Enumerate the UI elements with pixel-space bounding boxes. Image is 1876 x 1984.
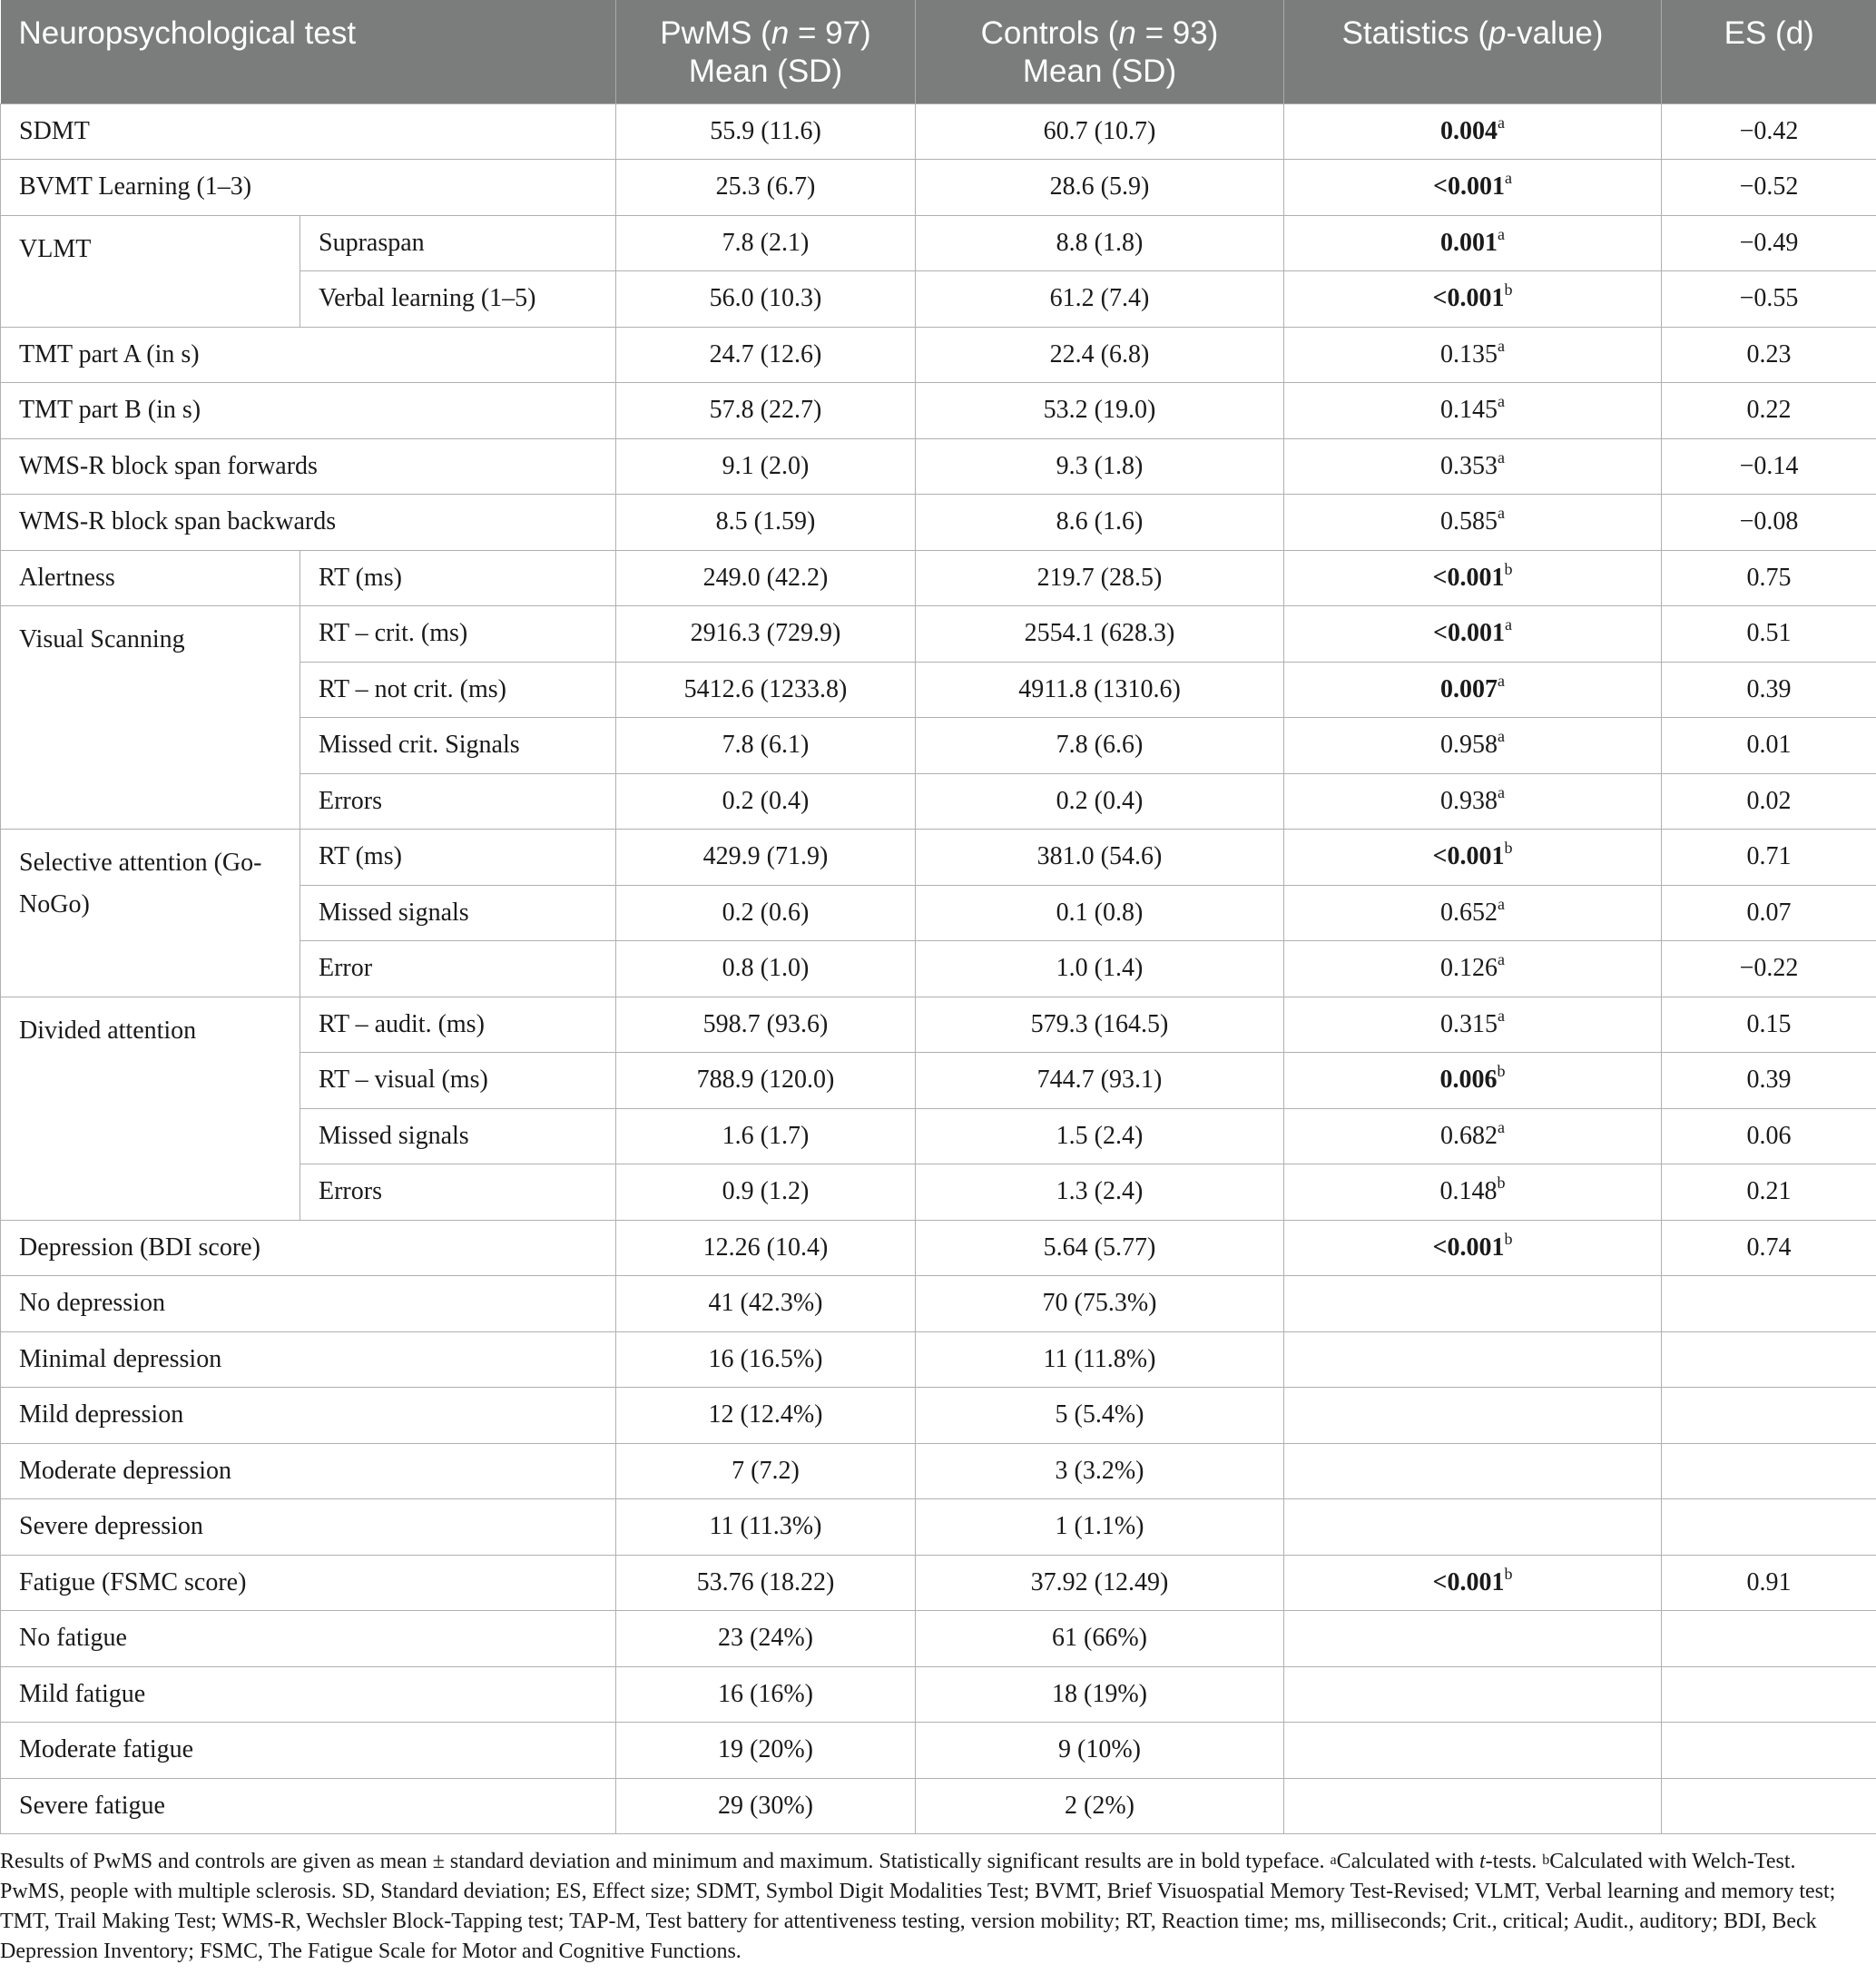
- header-controls: Controls (n = 93) Mean (SD): [916, 0, 1284, 103]
- cell-p-value: [1284, 271, 1662, 328]
- cell-p-value: [1284, 662, 1662, 718]
- cell-effect-size: [1662, 1388, 1876, 1444]
- cell-pwms: 2916.3 (729.9): [616, 606, 916, 663]
- cell-effect-size: [1662, 1499, 1876, 1556]
- test-type-superscript: a: [1498, 950, 1505, 969]
- test-type-superscript: b: [1497, 1062, 1506, 1081]
- cell-p-value: [1284, 1053, 1662, 1109]
- cell-effect-size: 0.02: [1662, 773, 1876, 830]
- cell-controls: 61 (66%): [916, 1611, 1284, 1667]
- cell-effect-size: [1662, 1443, 1876, 1499]
- cell-pwms: 23 (24%): [616, 1611, 916, 1667]
- table-row: [1, 1499, 1876, 1556]
- cell-controls: 9 (10%): [916, 1723, 1284, 1779]
- cell-submeasure: Missed crit. Signals: [300, 718, 616, 774]
- cell-test: Depression (BDI score): [1, 1220, 616, 1276]
- table-row: [1, 1331, 1876, 1388]
- cell-test: Moderate depression: [1, 1443, 616, 1499]
- cell-effect-size: 0.39: [1662, 662, 1876, 718]
- cell-p-value: [1284, 160, 1662, 216]
- p-value-text: 0.315: [1440, 1009, 1498, 1038]
- cell-submeasure: Missed signals: [300, 885, 616, 941]
- cell-controls: 2554.1 (628.3): [916, 606, 1284, 663]
- cell-test: Fatigue (FSMC score): [1, 1555, 616, 1611]
- cell-test: Selective attention (Go-NoGo): [1, 830, 300, 997]
- cell-controls: 1.5 (2.4): [916, 1108, 1284, 1164]
- cell-submeasure: Missed signals: [300, 1108, 616, 1164]
- test-type-superscript: b: [1504, 280, 1513, 300]
- cell-p-value: [1284, 1276, 1662, 1332]
- p-value-text: <0.001: [1433, 172, 1505, 201]
- test-type-superscript: a: [1498, 782, 1505, 801]
- cell-pwms: 41 (42.3%): [616, 1276, 916, 1332]
- cell-effect-size: −0.52: [1662, 160, 1876, 216]
- cell-test: BVMT Learning (1–3): [1, 160, 616, 216]
- cell-p-value: [1284, 1164, 1662, 1221]
- cell-controls: 4911.8 (1310.6): [916, 662, 1284, 718]
- cell-pwms: 12 (12.4%): [616, 1388, 916, 1444]
- cell-effect-size: −0.42: [1662, 103, 1876, 160]
- cell-submeasure: RT (ms): [300, 830, 616, 886]
- header-test: Neuropsychological test: [1, 0, 616, 103]
- cell-controls: 1.3 (2.4): [916, 1164, 1284, 1221]
- p-value-text: <0.001: [1432, 563, 1505, 592]
- cell-effect-size: −0.49: [1662, 215, 1876, 271]
- cell-p-value: [1284, 941, 1662, 997]
- p-value-text: 0.004: [1440, 116, 1498, 145]
- table-row: [1, 383, 1876, 439]
- p-value-text: 0.958: [1440, 731, 1498, 760]
- cell-effect-size: [1662, 1276, 1876, 1332]
- cell-effect-size: 0.91: [1662, 1555, 1876, 1611]
- cell-submeasure: Verbal learning (1–5): [300, 271, 616, 328]
- table-row: [1, 1666, 1876, 1723]
- p-value-text: 0.135: [1440, 339, 1498, 368]
- test-type-superscript: a: [1498, 671, 1505, 690]
- cell-submeasure: Error: [300, 941, 616, 997]
- cell-p-value: [1284, 997, 1662, 1053]
- cell-effect-size: 0.74: [1662, 1220, 1876, 1276]
- table-row: [1, 327, 1876, 383]
- cell-controls: 0.1 (0.8): [916, 885, 1284, 941]
- cell-effect-size: 0.23: [1662, 327, 1876, 383]
- cell-controls: 8.8 (1.8): [916, 215, 1284, 271]
- cell-effect-size: 0.71: [1662, 830, 1876, 886]
- p-value-text: 0.148: [1439, 1177, 1498, 1206]
- cell-submeasure: RT – audit. (ms): [300, 997, 616, 1053]
- cell-effect-size: [1662, 1723, 1876, 1779]
- cell-submeasure: RT – crit. (ms): [300, 606, 616, 663]
- cell-controls: 9.3 (1.8): [916, 438, 1284, 495]
- cell-p-value: [1284, 1388, 1662, 1444]
- cell-controls: 11 (11.8%): [916, 1331, 1284, 1388]
- cell-test: No depression: [1, 1276, 616, 1332]
- table-row: [1, 830, 1876, 886]
- cell-p-value: [1284, 718, 1662, 774]
- p-value-text: <0.001: [1432, 842, 1505, 871]
- cell-test: No fatigue: [1, 1611, 616, 1667]
- p-value-text: 0.126: [1440, 954, 1498, 983]
- test-type-superscript: a: [1498, 727, 1505, 746]
- cell-pwms: 56.0 (10.3): [616, 271, 916, 328]
- cell-test: Minimal depression: [1, 1331, 616, 1388]
- cell-pwms: 16 (16%): [616, 1666, 916, 1723]
- cell-pwms: 788.9 (120.0): [616, 1053, 916, 1109]
- cell-pwms: 53.76 (18.22): [616, 1555, 916, 1611]
- cell-p-value: [1284, 773, 1662, 830]
- cell-pwms: 19 (20%): [616, 1723, 916, 1779]
- cell-p-value: [1284, 215, 1662, 271]
- cell-controls: 0.2 (0.4): [916, 773, 1284, 830]
- cell-effect-size: 0.75: [1662, 550, 1876, 606]
- cell-p-value: [1284, 1108, 1662, 1164]
- cell-pwms: 57.8 (22.7): [616, 383, 916, 439]
- cell-test: Moderate fatigue: [1, 1723, 616, 1779]
- test-type-superscript: b: [1504, 559, 1513, 578]
- test-type-superscript: b: [1504, 1564, 1513, 1583]
- table-row: [1, 438, 1876, 495]
- table-row: [1, 495, 1876, 551]
- table-row: [1, 606, 1876, 663]
- p-value-text: <0.001: [1432, 1233, 1505, 1262]
- cell-test: Alertness: [1, 550, 300, 606]
- cell-effect-size: 0.39: [1662, 1053, 1876, 1109]
- cell-p-value: [1284, 495, 1662, 551]
- cell-effect-size: 0.15: [1662, 997, 1876, 1053]
- cell-controls: 70 (75.3%): [916, 1276, 1284, 1332]
- cell-p-value: [1284, 103, 1662, 160]
- cell-test: Mild depression: [1, 1388, 616, 1444]
- cell-controls: 53.2 (19.0): [916, 383, 1284, 439]
- table-row: [1, 103, 1876, 160]
- cell-effect-size: [1662, 1666, 1876, 1723]
- cell-pwms: 598.7 (93.6): [616, 997, 916, 1053]
- cell-submeasure: Errors: [300, 1164, 616, 1221]
- p-value-text: 0.652: [1440, 898, 1498, 927]
- test-type-superscript: a: [1498, 1006, 1505, 1025]
- cell-submeasure: Errors: [300, 773, 616, 830]
- cell-p-value: [1284, 1666, 1662, 1723]
- cell-p-value: [1284, 438, 1662, 495]
- cell-pwms: 25.3 (6.7): [616, 160, 916, 216]
- cell-controls: 61.2 (7.4): [916, 271, 1284, 328]
- p-value-text: <0.001: [1432, 1567, 1505, 1596]
- table-row: [1, 1443, 1876, 1499]
- test-type-superscript: a: [1498, 894, 1505, 913]
- test-type-superscript: b: [1497, 1174, 1506, 1193]
- cell-test: Severe fatigue: [1, 1778, 616, 1834]
- cell-pwms: 1.6 (1.7): [616, 1108, 916, 1164]
- cell-pwms: 9.1 (2.0): [616, 438, 916, 495]
- cell-pwms: 11 (11.3%): [616, 1499, 916, 1556]
- cell-pwms: 0.9 (1.2): [616, 1164, 916, 1221]
- cell-test: TMT part A (in s): [1, 327, 616, 383]
- cell-test: Visual Scanning: [1, 606, 300, 830]
- cell-controls: 18 (19%): [916, 1666, 1284, 1723]
- cell-controls: 381.0 (54.6): [916, 830, 1284, 886]
- p-value-text: 0.007: [1440, 674, 1498, 703]
- cell-test: Mild fatigue: [1, 1666, 616, 1723]
- cell-controls: 37.92 (12.49): [916, 1555, 1284, 1611]
- test-type-superscript: a: [1498, 224, 1505, 243]
- table-row: [1, 1723, 1876, 1779]
- cell-pwms: 16 (16.5%): [616, 1331, 916, 1388]
- p-value-text: 0.682: [1440, 1121, 1498, 1150]
- table-row: [1, 550, 1876, 606]
- test-type-superscript: b: [1504, 839, 1513, 858]
- p-value-text: 0.145: [1440, 396, 1498, 425]
- cell-p-value: [1284, 327, 1662, 383]
- table-row: [1, 1388, 1876, 1444]
- cell-controls: 22.4 (6.8): [916, 327, 1284, 383]
- cell-pwms: 0.8 (1.0): [616, 941, 916, 997]
- cell-effect-size: 0.01: [1662, 718, 1876, 774]
- test-type-superscript: a: [1498, 113, 1505, 132]
- cell-p-value: [1284, 1331, 1662, 1388]
- cell-submeasure: RT – not crit. (ms): [300, 662, 616, 718]
- cell-test: Divided attention: [1, 997, 300, 1220]
- cell-controls: 744.7 (93.1): [916, 1053, 1284, 1109]
- cell-pwms: 5412.6 (1233.8): [616, 662, 916, 718]
- p-value-text: 0.353: [1440, 451, 1498, 480]
- cell-effect-size: [1662, 1778, 1876, 1834]
- test-type-superscript: a: [1498, 336, 1505, 355]
- cell-pwms: 24.7 (12.6): [616, 327, 916, 383]
- cell-controls: 1 (1.1%): [916, 1499, 1284, 1556]
- cell-pwms: 7 (7.2): [616, 1443, 916, 1499]
- cell-test: SDMT: [1, 103, 616, 160]
- table-row: [1, 997, 1876, 1053]
- cell-p-value: [1284, 830, 1662, 886]
- cell-submeasure: RT (ms): [300, 550, 616, 606]
- cell-p-value: [1284, 606, 1662, 663]
- cell-p-value: [1284, 383, 1662, 439]
- cell-controls: 5 (5.4%): [916, 1388, 1284, 1444]
- cell-effect-size: −0.55: [1662, 271, 1876, 328]
- table-footnote: Results of PwMS and controls are given as mean ± standard deviation and minimum and maximum. Statistically significant results are in bold typeface. $^a$Calculated with t-tests. $^b$Calculated with Welch-Test. PwMS, people with multiple sclerosis. SD, Standard deviation; ES, Effect size; SDMT, Symbol Digit Modalities Test; BVMT, Brief Visuospatial Memory Test-Revised; VLMT, Verbal learning and memory test; TMT, Trail Making Test; WMS-R, Wechsler Block-Tapping test; TAP-M, Test battery for attentiveness testing, version mobility; RT, Reaction time; ms, milliseconds; Crit., critical; Audit., auditory; BDI, Beck Depression Inventory; FSMC, The Fatigue Scale for Motor and Cognitive Functions.: [0, 1850, 1836, 1963]
- table-body: [1, 103, 1876, 1834]
- p-value-text: 0.001: [1440, 228, 1498, 257]
- cell-controls: 5.64 (5.77): [916, 1220, 1284, 1276]
- cell-p-value: [1284, 1611, 1662, 1667]
- cell-controls: 8.6 (1.6): [916, 495, 1284, 551]
- cell-test: WMS-R block span backwards: [1, 495, 616, 551]
- header-effect-size: ES (d): [1662, 0, 1876, 103]
- cell-p-value: [1284, 885, 1662, 941]
- cell-submeasure: RT – visual (ms): [300, 1053, 616, 1109]
- cell-effect-size: 0.21: [1662, 1164, 1876, 1221]
- cell-p-value: [1284, 550, 1662, 606]
- table-row: [1, 1778, 1876, 1834]
- cell-controls: 219.7 (28.5): [916, 550, 1284, 606]
- cell-pwms: 429.9 (71.9): [616, 830, 916, 886]
- test-type-superscript: a: [1504, 615, 1512, 634]
- cell-pwms: 29 (30%): [616, 1778, 916, 1834]
- table-row: [1, 1220, 1876, 1276]
- table-row: [1, 1611, 1876, 1667]
- cell-effect-size: 0.51: [1662, 606, 1876, 663]
- test-type-superscript: a: [1498, 1117, 1505, 1136]
- cell-effect-size: 0.07: [1662, 885, 1876, 941]
- cell-p-value: [1284, 1723, 1662, 1779]
- cell-test: TMT part B (in s): [1, 383, 616, 439]
- cell-controls: 2 (2%): [916, 1778, 1284, 1834]
- cell-p-value: [1284, 1220, 1662, 1276]
- table-row: [1, 160, 1876, 216]
- cell-effect-size: 0.06: [1662, 1108, 1876, 1164]
- cell-submeasure: Supraspan: [300, 215, 616, 271]
- test-type-superscript: a: [1504, 169, 1512, 188]
- cell-controls: 28.6 (5.9): [916, 160, 1284, 216]
- cell-pwms: 12.26 (10.4): [616, 1220, 916, 1276]
- cell-effect-size: [1662, 1611, 1876, 1667]
- table-row: [1, 1555, 1876, 1611]
- test-type-superscript: a: [1498, 504, 1505, 523]
- cell-pwms: 8.5 (1.59): [616, 495, 916, 551]
- p-value-text: <0.001: [1433, 619, 1505, 648]
- cell-controls: 579.3 (164.5): [916, 997, 1284, 1053]
- cell-pwms: 7.8 (2.1): [616, 215, 916, 271]
- cell-controls: 60.7 (10.7): [916, 103, 1284, 160]
- cell-effect-size: −0.22: [1662, 941, 1876, 997]
- header-statistics: Statistics (p-value): [1284, 0, 1662, 103]
- cell-pwms: 55.9 (11.6): [616, 103, 916, 160]
- test-type-superscript: b: [1504, 1229, 1513, 1248]
- p-value-text: 0.006: [1439, 1066, 1498, 1095]
- test-type-superscript: a: [1498, 392, 1505, 411]
- test-type-superscript: a: [1498, 447, 1505, 467]
- cell-effect-size: 0.22: [1662, 383, 1876, 439]
- cell-controls: 7.8 (6.6): [916, 718, 1284, 774]
- p-value-text: 0.938: [1440, 786, 1498, 815]
- cell-test: VLMT: [1, 215, 300, 327]
- cell-effect-size: −0.08: [1662, 495, 1876, 551]
- table-row: [1, 1276, 1876, 1332]
- p-value-text: <0.001: [1432, 284, 1505, 313]
- cell-effect-size: −0.14: [1662, 438, 1876, 495]
- cell-pwms: 249.0 (42.2): [616, 550, 916, 606]
- cell-test: Severe depression: [1, 1499, 616, 1556]
- table-header: [1, 0, 1876, 103]
- cell-pwms: 7.8 (6.1): [616, 718, 916, 774]
- cell-controls: 1.0 (1.4): [916, 941, 1284, 997]
- cell-pwms: 0.2 (0.4): [616, 773, 916, 830]
- cell-effect-size: [1662, 1331, 1876, 1388]
- cell-p-value: [1284, 1443, 1662, 1499]
- table-row: [1, 215, 1876, 271]
- cell-controls: 3 (3.2%): [916, 1443, 1284, 1499]
- cell-test: WMS-R block span forwards: [1, 438, 616, 495]
- header-pwms: PwMS (n = 97) Mean (SD): [616, 0, 916, 103]
- cell-p-value: [1284, 1778, 1662, 1834]
- cell-p-value: [1284, 1499, 1662, 1556]
- p-value-text: 0.585: [1440, 507, 1498, 536]
- cell-p-value: [1284, 1555, 1662, 1611]
- cell-pwms: 0.2 (0.6): [616, 885, 916, 941]
